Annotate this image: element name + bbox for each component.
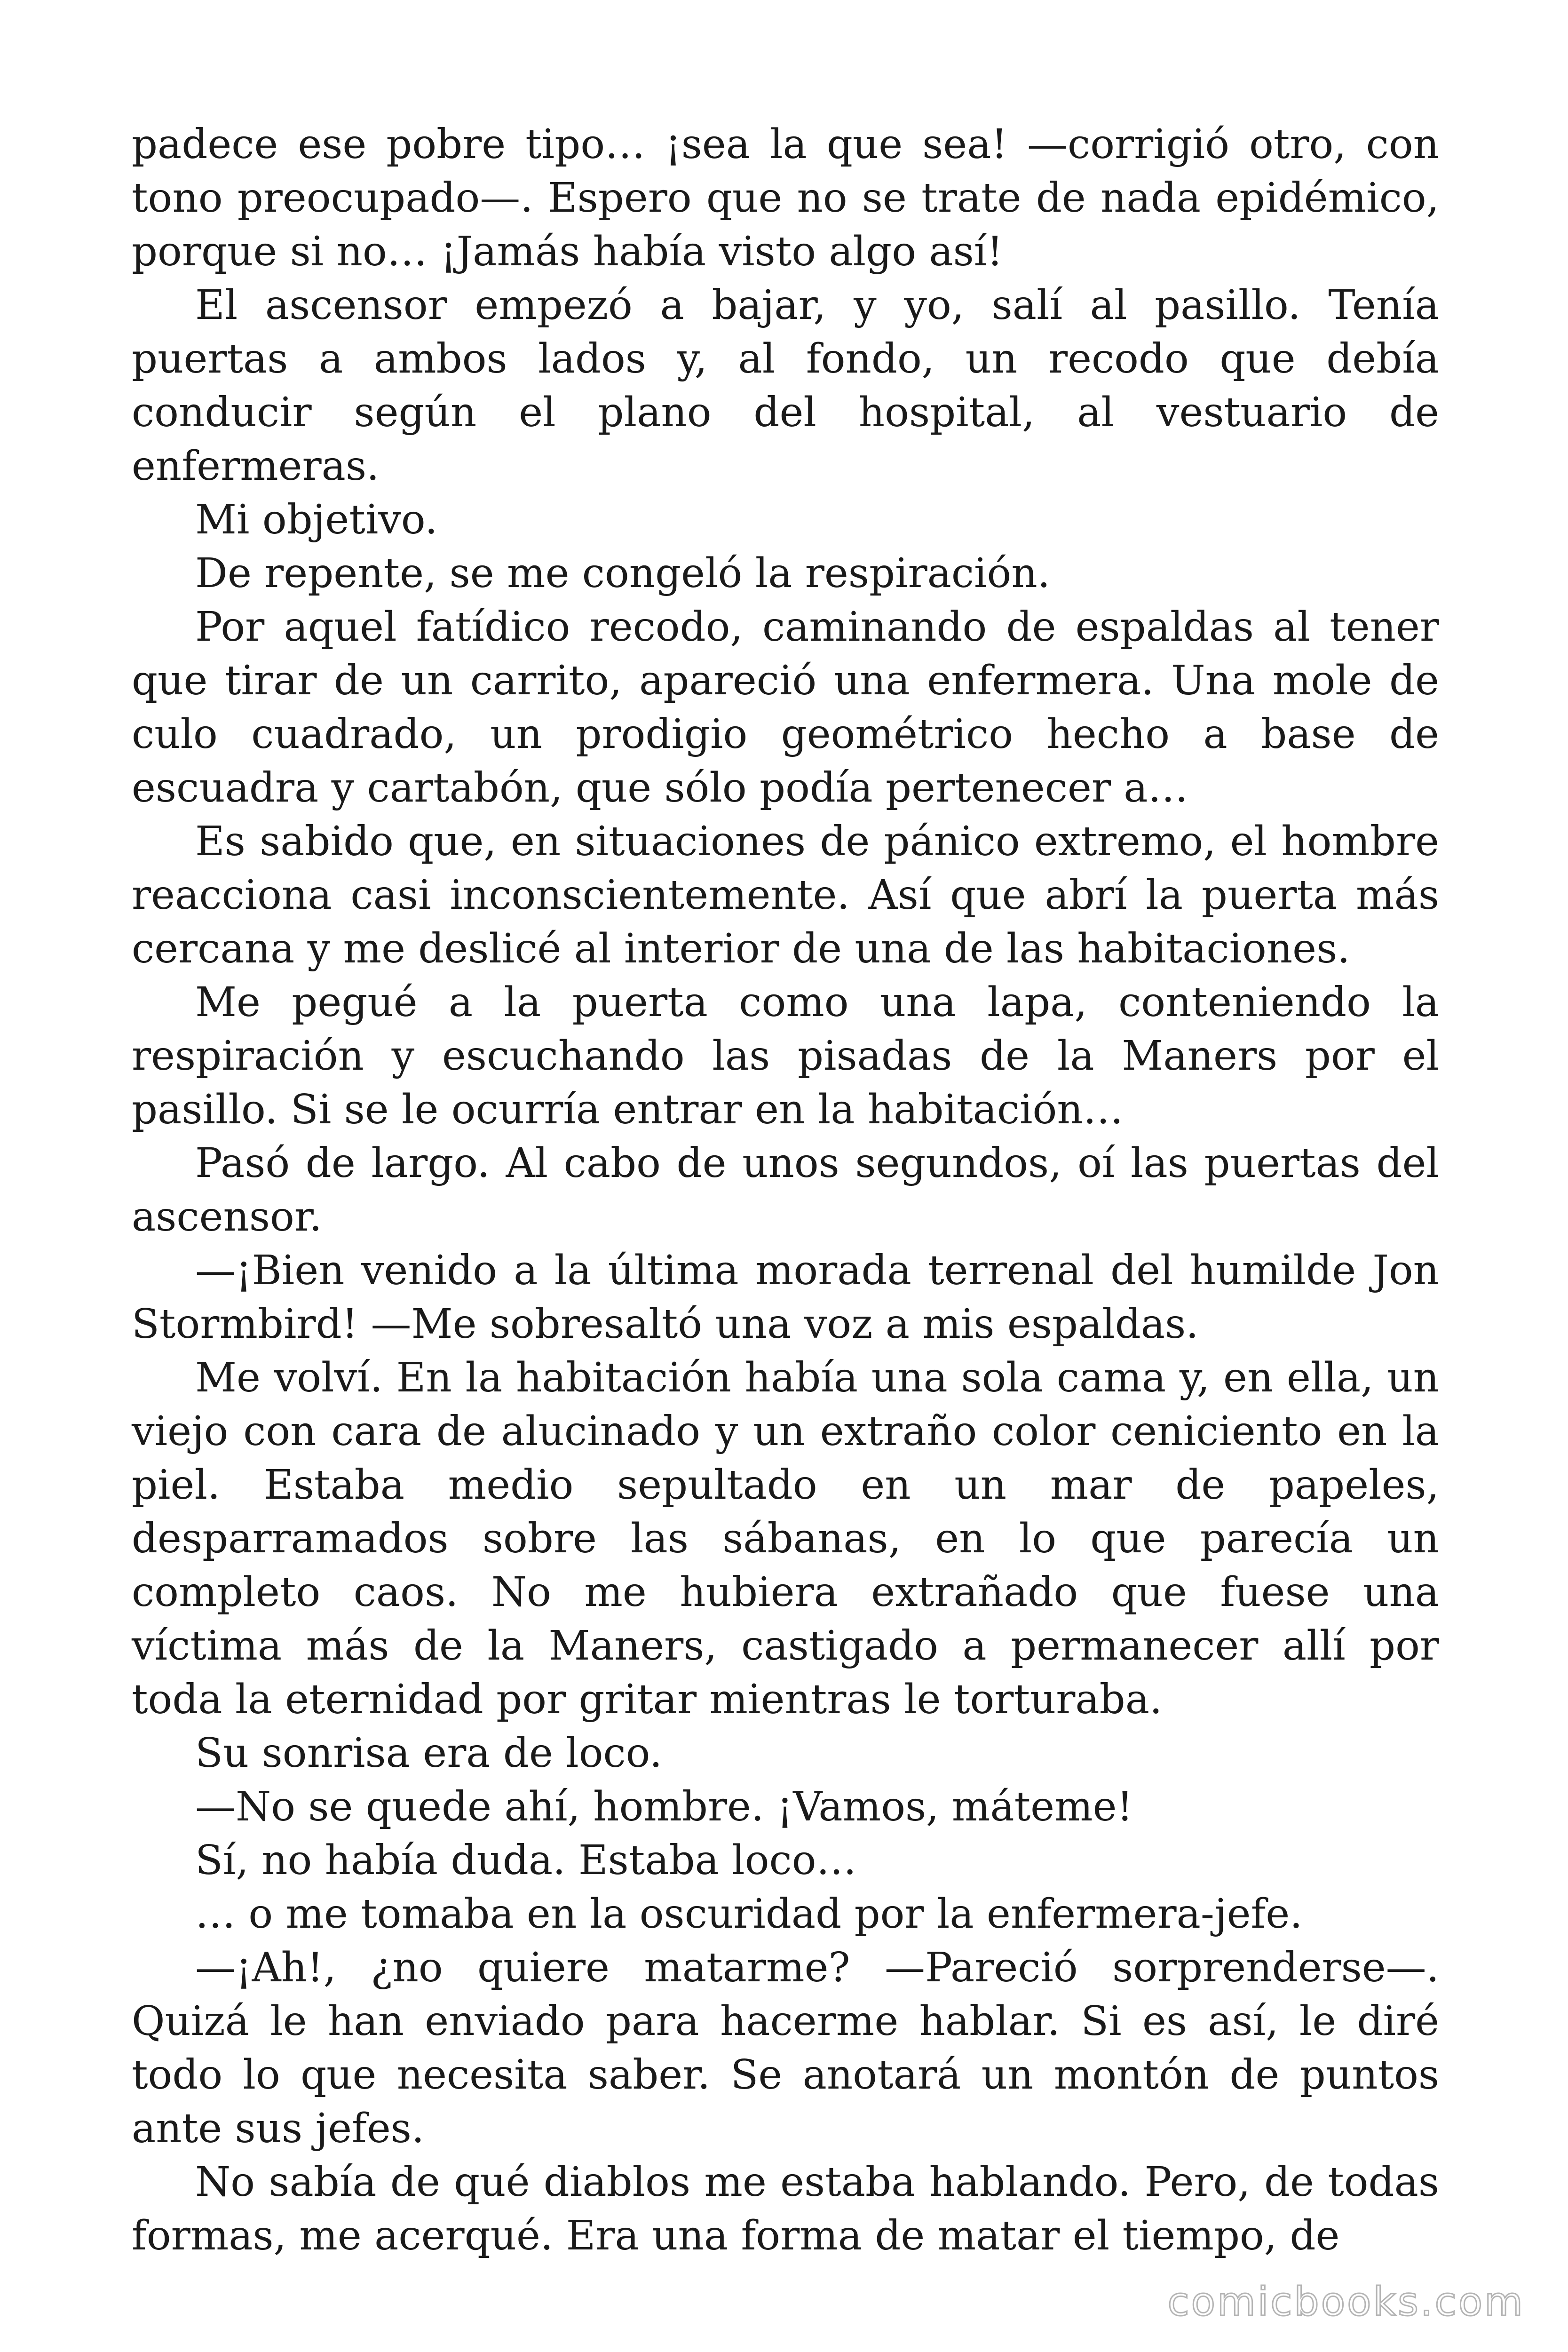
paragraph: —No se quede ahí, hombre. ¡Vamos, máteme! [195,1783,1133,1830]
paragraph: Sí, no había duda. Estaba loco… [195,1837,857,1884]
paragraph: —¡Ah!, ¿no quiere matarme? —Pareció sorprenderse—. Quizá le han enviado para hacerme hablar. Si es así, le diré todo lo que necesita saber. Se anotará un montón de puntos ante sus jefes. [132,1944,1439,2152]
paragraph: El ascensor empezó a bajar, y yo, salí al pasillo. Tenía puertas a ambos lados y, al fondo, un recodo que debía conducir según el plano del hospital, al vestuario de enfermeras. [132,282,1439,490]
paragraph: —¡Bien venido a la última morada terrenal del humilde Jon Stormbird! —Me sobresaltó una voz a mis espaldas. [132,1247,1439,1348]
paragraph: Es sabido que, en situaciones de pánico extremo, el hombre reacciona casi inconscientemente. Así que abrí la puerta más cercana y me deslicé al interior de una de las habitaciones. [132,818,1439,972]
paragraph: Su sonrisa era de loco. [195,1730,663,1777]
paragraph: padece ese pobre tipo… ¡sea la que sea! —corrigió otro, con tono preocupado—. Espero que no se trate de nada epidémico, porque si no… ¡Jamás había visto algo así! [132,121,1439,275]
watermark: comicbooks.com [1167,2279,1525,2325]
paragraph: Me volví. En la habitación había una sola cama y, en ella, un viejo con cara de alucinado y un extraño color ceniciento en la piel. Estaba medio sepultado en un mar de papeles, desparramados sobre las sábanas, en lo que parecía un completo caos. No me hubiera extrañado que fuese una víctima más de la Maners, castigado a permanecer allí por toda la eternidad por gritar mientras le torturaba. [132,1354,1439,1723]
paragraph: … o me tomaba en la oscuridad por la enfermera-jefe. [195,1891,1303,1938]
paragraph: Pasó de largo. Al cabo de unos segundos, oí las puertas del ascensor. [132,1140,1439,1240]
paragraph: No sabía de qué diablos me estaba hablando. Pero, de todas formas, me acerqué. Era una forma de matar el tiempo, de [132,2159,1439,2259]
paragraph: Por aquel fatídico recodo, caminando de espaldas al tener que tirar de un carrito, apareció una enfermera. Una mole de culo cuadrado, un prodigio geométrico hecho a base de escuadra y cartabón, que sólo podía pertenecer a… [132,604,1439,811]
paragraph: Mi objetivo. [195,496,438,543]
paragraph: Me pegué a la puerta como una lapa, conteniendo la respiración y escuchando las pisadas de la Maners por el pasillo. Si se le ocurría entrar en la habitación… [132,979,1439,1133]
page-body [132,118,1439,2263]
paragraph: De repente, se me congeló la respiración. [195,550,1051,597]
